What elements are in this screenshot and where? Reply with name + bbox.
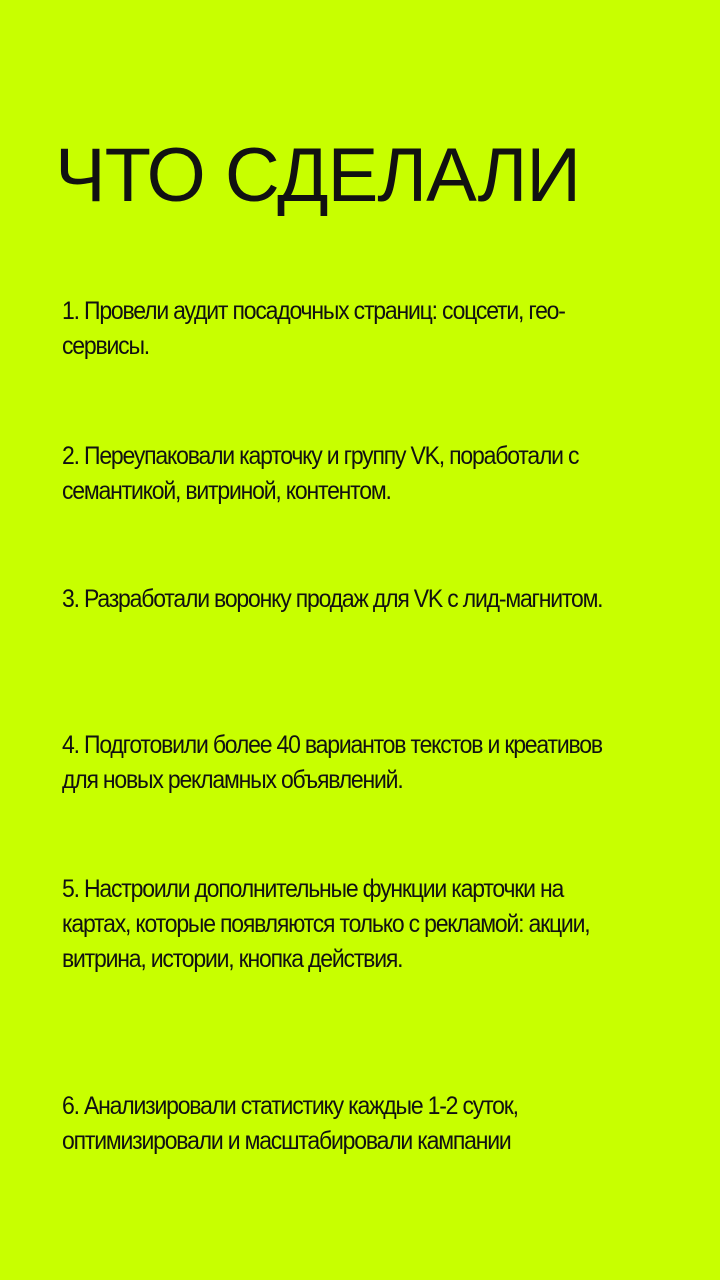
list-item-6: 6. Анализировали статистику каждые 1-2 суток, оптимизировали и масштабировали кампании <box>62 1092 518 1155</box>
page-title: ЧТО СДЕЛАЛИ <box>55 133 581 218</box>
list-item-4: 4. Подготовили более 40 вариантов текстов и креативов для новых рекламных объявлений. <box>62 731 602 794</box>
list-item-1: 1. Провели аудит посадочных страниц: соцсети, гео-сервисы. <box>62 297 565 360</box>
list-item-2: 2. Переупаковали карточку и группу VK, поработали с семантикой, витриной, контентом. <box>62 442 579 505</box>
list-item-5: 5. Настроили дополнительные функции карточки на картах, которые появляются только с рекламой: акции, витрина, истории, кнопка действия. <box>62 875 590 973</box>
list-item-3: 3. Разработали воронку продаж для VK с лид-магнитом. <box>62 585 603 613</box>
